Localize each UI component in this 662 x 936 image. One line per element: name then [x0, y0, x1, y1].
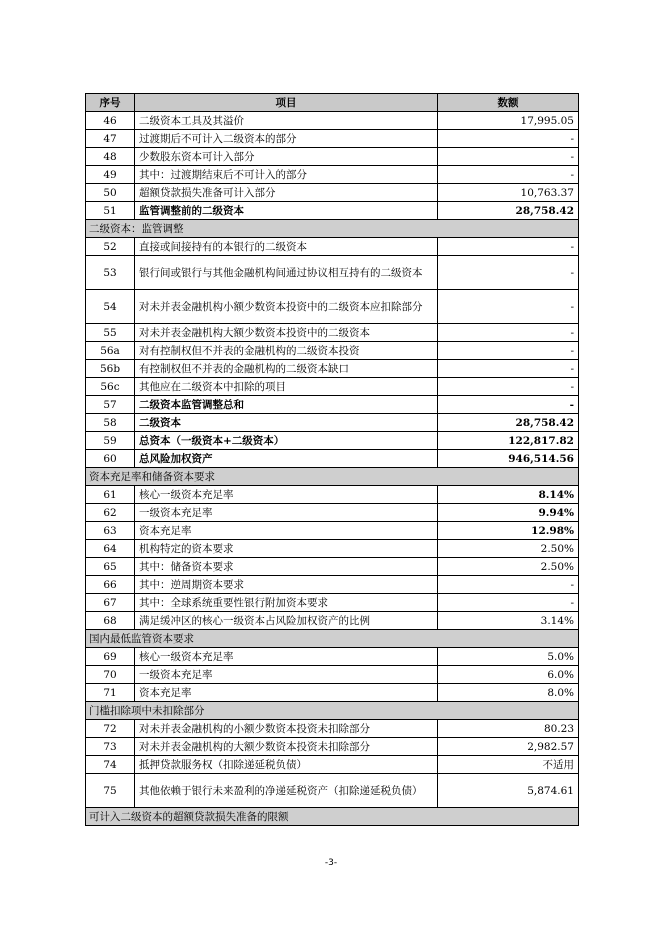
row-item-cell: 过渡期后不可计入二级资本的部分: [135, 130, 438, 148]
row-number-cell: 67: [86, 594, 135, 612]
table-row: [86, 342, 579, 360]
row-value-cell: -: [438, 396, 579, 414]
table-row: [86, 414, 579, 432]
capital-adequacy-table: [85, 93, 579, 826]
row-number-cell: 56c: [86, 378, 135, 396]
row-item-cell: 直接或间接持有的本银行的二级资本: [135, 238, 438, 256]
row-number-cell: 63: [86, 522, 135, 540]
row-value-cell: 122,817.82: [438, 432, 579, 450]
table-row: [86, 130, 579, 148]
row-value-cell: 2,982.57: [438, 738, 579, 756]
row-number-cell: 54: [86, 290, 135, 324]
table-row: [86, 360, 579, 378]
section-label: 资本充足率和储备资本要求: [86, 468, 579, 486]
row-value-cell: 5,874.61: [438, 774, 579, 808]
table-row: [86, 184, 579, 202]
row-value-cell: -: [438, 166, 579, 184]
row-item-cell: 对未并表金融机构的小额少数资本投资未扣除部分: [135, 720, 438, 738]
row-item-cell: 一级资本充足率: [135, 666, 438, 684]
row-number-cell: 73: [86, 738, 135, 756]
row-item-cell: 其他依赖于银行未来盈利的净递延税资产（扣除递延税负债）: [135, 774, 438, 808]
table-row: [86, 558, 579, 576]
header-item: 项目: [135, 94, 438, 112]
section-header-row: [86, 702, 579, 720]
row-value-cell: 2.50%: [438, 558, 579, 576]
row-number-cell: 57: [86, 396, 135, 414]
section-label: 可计入二级资本的超额贷款损失准备的限额: [86, 808, 579, 826]
table-row: [86, 720, 579, 738]
table-row: [86, 432, 579, 450]
section-label: 门槛扣除项中未扣除部分: [86, 702, 579, 720]
row-item-cell: 抵押贷款服务权（扣除递延税负债）: [135, 756, 438, 774]
table-row: [86, 166, 579, 184]
table-row: [86, 486, 579, 504]
row-item-cell: 二级资本监管调整总和: [135, 396, 438, 414]
row-value-cell: -: [438, 290, 579, 324]
row-value-cell: -: [438, 360, 579, 378]
table-row: [86, 148, 579, 166]
row-number-cell: 61: [86, 486, 135, 504]
row-number-cell: 69: [86, 648, 135, 666]
section-header-row: [86, 220, 579, 238]
row-number-cell: 75: [86, 774, 135, 808]
row-value-cell: -: [438, 238, 579, 256]
table-row: [86, 112, 579, 130]
row-item-cell: 资本充足率: [135, 522, 438, 540]
row-value-cell: -: [438, 594, 579, 612]
table-row: [86, 290, 579, 324]
section-label: 国内最低监管资本要求: [86, 630, 579, 648]
row-item-cell: 满足缓冲区的核心一级资本占风险加权资产的比例: [135, 612, 438, 630]
table-row: [86, 378, 579, 396]
row-item-cell: 其中：过渡期结束后不可计入的部分: [135, 166, 438, 184]
row-value-cell: 8.14%: [438, 486, 579, 504]
row-item-cell: 总资本（一级资本+二级资本）: [135, 432, 438, 450]
row-value-cell: -: [438, 324, 579, 342]
row-item-cell: 银行间或银行与其他金融机构间通过协议相互持有的二级资本: [135, 256, 438, 290]
row-number-cell: 65: [86, 558, 135, 576]
header-serial-number: 序号: [86, 94, 135, 112]
row-value-cell: -: [438, 256, 579, 290]
row-value-cell: -: [438, 342, 579, 360]
row-number-cell: 55: [86, 324, 135, 342]
row-item-cell: 对有控制权但不并表的金融机构的二级资本投资: [135, 342, 438, 360]
row-item-cell: 二级资本工具及其溢价: [135, 112, 438, 130]
section-header-row: [86, 630, 579, 648]
table-row: [86, 324, 579, 342]
table-row: [86, 648, 579, 666]
row-number-cell: 68: [86, 612, 135, 630]
row-value-cell: -: [438, 378, 579, 396]
row-item-cell: 其中：全球系统重要性银行附加资本要求: [135, 594, 438, 612]
table-row: [86, 594, 579, 612]
row-item-cell: 一级资本充足率: [135, 504, 438, 522]
row-value-cell: 28,758.42: [438, 202, 579, 220]
row-number-cell: 52: [86, 238, 135, 256]
table-row: [86, 504, 579, 522]
row-value-cell: -: [438, 576, 579, 594]
table-row: [86, 396, 579, 414]
row-item-cell: 对未并表金融机构小额少数资本投资中的二级资本应扣除部分: [135, 290, 438, 324]
row-number-cell: 49: [86, 166, 135, 184]
row-number-cell: 74: [86, 756, 135, 774]
section-header-row: [86, 468, 579, 486]
row-item-cell: 其中：储备资本要求: [135, 558, 438, 576]
row-number-cell: 58: [86, 414, 135, 432]
row-number-cell: 60: [86, 450, 135, 468]
row-value-cell: 12.98%: [438, 522, 579, 540]
row-number-cell: 47: [86, 130, 135, 148]
section-header-row: [86, 808, 579, 826]
table-row: [86, 450, 579, 468]
row-number-cell: 53: [86, 256, 135, 290]
row-value-cell: 28,758.42: [438, 414, 579, 432]
row-value-cell: 8.0%: [438, 684, 579, 702]
row-value-cell: -: [438, 148, 579, 166]
row-item-cell: 其他应在二级资本中扣除的项目: [135, 378, 438, 396]
row-number-cell: 48: [86, 148, 135, 166]
row-value-cell: -: [438, 130, 579, 148]
table-row: [86, 774, 579, 808]
table-row: [86, 256, 579, 290]
row-number-cell: 50: [86, 184, 135, 202]
page-number: -3-: [324, 858, 338, 868]
row-item-cell: 资本充足率: [135, 684, 438, 702]
row-item-cell: 其中：逆周期资本要求: [135, 576, 438, 594]
table-row: [86, 202, 579, 220]
row-item-cell: 超额贷款损失准备可计入部分: [135, 184, 438, 202]
row-value-cell: 946,514.56: [438, 450, 579, 468]
row-item-cell: 二级资本: [135, 414, 438, 432]
row-value-cell: 9.94%: [438, 504, 579, 522]
section-label: 二级资本：监管调整: [86, 220, 579, 238]
row-number-cell: 62: [86, 504, 135, 522]
row-value-cell: 2.50%: [438, 540, 579, 558]
row-number-cell: 51: [86, 202, 135, 220]
row-item-cell: 总风险加权资产: [135, 450, 438, 468]
row-value-cell: 17,995.05: [438, 112, 579, 130]
row-number-cell: 59: [86, 432, 135, 450]
row-item-cell: 对未并表金融机构的大额少数资本投资未扣除部分: [135, 738, 438, 756]
table-header: [86, 94, 579, 112]
table-row: [86, 238, 579, 256]
row-value-cell: 不适用: [438, 756, 579, 774]
table-row: [86, 738, 579, 756]
row-item-cell: 有控制权但不并表的金融机构的二级资本缺口: [135, 360, 438, 378]
row-value-cell: 10,763.37: [438, 184, 579, 202]
table-row: [86, 522, 579, 540]
row-number-cell: 46: [86, 112, 135, 130]
row-number-cell: 56a: [86, 342, 135, 360]
table-row: [86, 576, 579, 594]
row-number-cell: 71: [86, 684, 135, 702]
row-item-cell: 机构特定的资本要求: [135, 540, 438, 558]
row-item-cell: 监管调整前的二级资本: [135, 202, 438, 220]
table-row: [86, 756, 579, 774]
row-item-cell: 对未并表金融机构大额少数资本投资中的二级资本: [135, 324, 438, 342]
row-item-cell: 核心一级资本充足率: [135, 486, 438, 504]
table-row: [86, 612, 579, 630]
row-value-cell: 5.0%: [438, 648, 579, 666]
row-item-cell: 核心一级资本充足率: [135, 648, 438, 666]
row-value-cell: 3.14%: [438, 612, 579, 630]
row-value-cell: 6.0%: [438, 666, 579, 684]
table-row: [86, 540, 579, 558]
row-number-cell: 70: [86, 666, 135, 684]
row-number-cell: 64: [86, 540, 135, 558]
row-item-cell: 少数股东资本可计入部分: [135, 148, 438, 166]
table-row: [86, 666, 579, 684]
row-number-cell: 56b: [86, 360, 135, 378]
row-value-cell: 80.23: [438, 720, 579, 738]
table-body: [86, 112, 579, 826]
row-number-cell: 66: [86, 576, 135, 594]
header-amount: 数额: [438, 94, 579, 112]
row-number-cell: 72: [86, 720, 135, 738]
table-row: [86, 684, 579, 702]
